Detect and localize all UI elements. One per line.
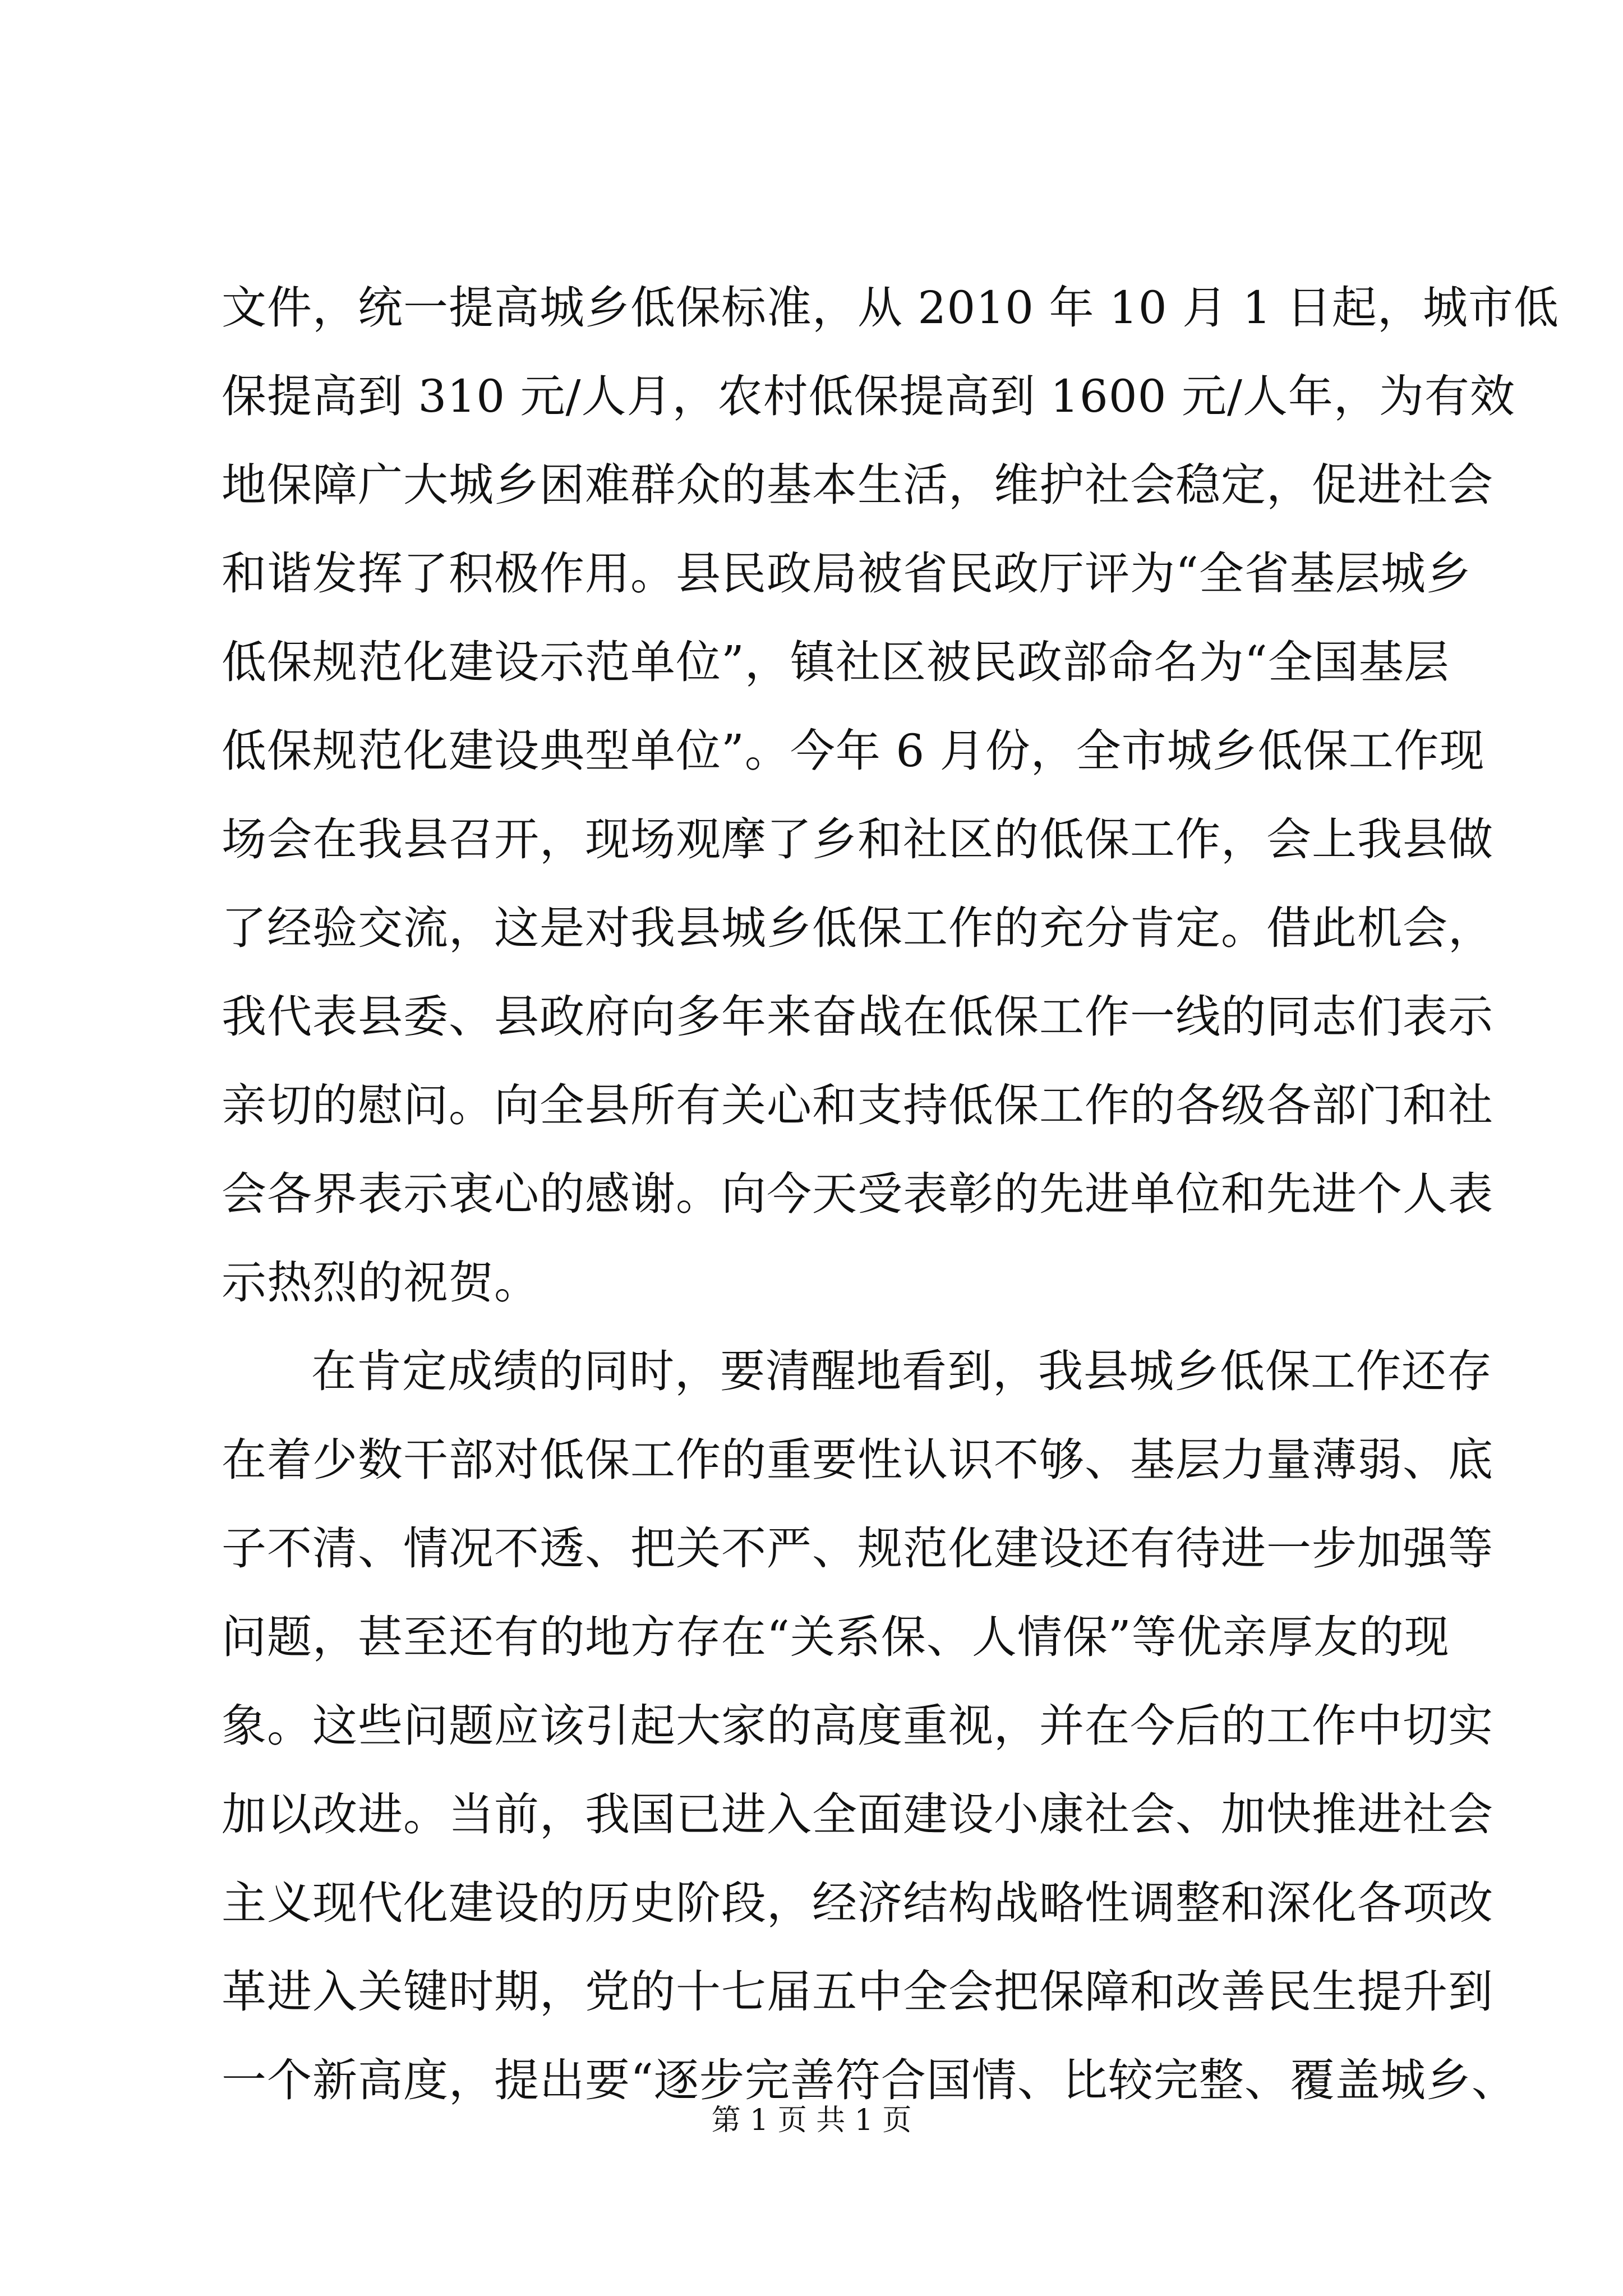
text-line: 革进入关键时期，党的十七届五中全会把保障和改善民生提升到 [222, 1966, 1493, 2018]
page-footer [0, 2101, 1623, 2140]
text-line: 一个新高度，提出要“逐步完善符合国情、比较完整、覆盖城乡、 [222, 2054, 1517, 2106]
text-line: 示热烈的祝贺。 [222, 1257, 540, 1309]
text-line: 低保规范化建设典型单位”。今年 6 月份，全市城乡低保工作现 [222, 725, 1485, 777]
text-line: 问题，甚至还有的地方存在“关系保、人情保”等优亲厚友的现 [222, 1611, 1450, 1663]
text-line: 地保障广大城乡困难群众的基本生活，维护社会稳定，促进社会 [222, 459, 1493, 511]
text-line: 了经验交流，这是对我县城乡低保工作的充分肯定。借此机会， [222, 902, 1493, 954]
text-line: 我代表县委、县政府向多年来奋战在低保工作一线的同志们表示 [222, 991, 1493, 1043]
text-line: 文件，统一提高城乡低保标准，从 2010 年 10 月 1 日起，城市低 [222, 282, 1559, 334]
text-line: 低保规范化建设示范单位”，镇社区被民政部命名为“全国基层 [222, 636, 1450, 688]
page-number: 第 1 页 共 1 页 [711, 2104, 912, 2137]
text-line: 加以改进。当前，我国已进入全面建设小康社会、加快推进社会 [222, 1788, 1493, 1841]
text-line: 在着少数干部对低保工作的重要性认识不够、基层力量薄弱、底 [222, 1434, 1493, 1486]
text-line: 和谐发挥了积极作用。县民政局被省民政厅评为“全省基层城乡 [222, 547, 1472, 600]
text-line: 主义现代化建设的历史阶段，经济结构战略性调整和深化各项改 [222, 1877, 1493, 1929]
text-line: 会各界表示衷心的感谢。向今天受表彰的先进单位和先进个人表 [222, 1168, 1493, 1220]
text-line: 象。这些问题应该引起大家的高度重视，并在今后的工作中切实 [222, 1700, 1493, 1752]
text-line: 保提高到 310 元/人月，农村低保提高到 1600 元/人年，为有效 [222, 370, 1515, 422]
document-body [222, 264, 1559, 2125]
text-line: 子不清、情况不透、把关不严、规范化建设还有待进一步加强等 [222, 1522, 1493, 1575]
paragraph-first-line: 在肯定成绩的同时，要清醒地看到，我县城乡低保工作还存 [311, 1345, 1492, 1397]
text-line: 场会在我县召开，现场观摩了乡和社区的低保工作，会上我县做 [222, 813, 1493, 866]
text-line: 亲切的慰问。向全县所有关心和支持低保工作的各级各部门和社 [222, 1079, 1493, 1131]
